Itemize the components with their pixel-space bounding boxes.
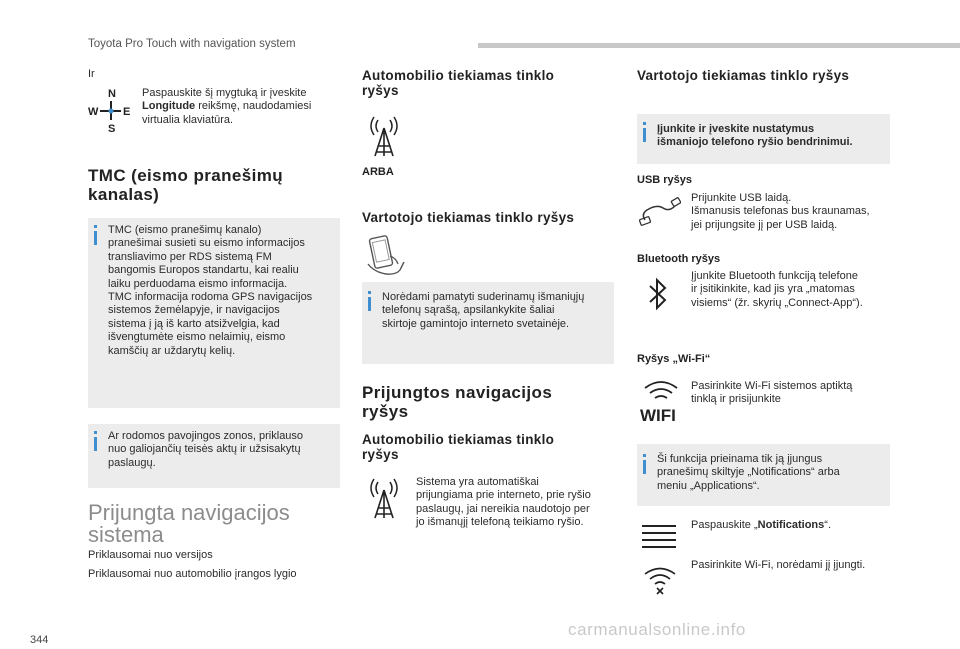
- auto-connection-line: paslaugų, jai nereikia naudotojo per: [416, 502, 590, 515]
- tmc-info-line: pranešimai susieti su eismo informacijos: [108, 237, 305, 250]
- notifications-text-b: “.: [824, 519, 832, 531]
- longitude-line-3: virtualia klaviatūra.: [142, 113, 234, 126]
- tmc-title-line-2: kanalas): [88, 185, 160, 204]
- usb-text: [691, 192, 901, 232]
- usb-line: jei prijungsite jį per USB laidą.: [691, 218, 838, 231]
- bluetooth-line: visiems“ (žr. skyrių „Connect-App“).: [691, 296, 863, 309]
- menu-lines-icon: [640, 522, 678, 552]
- setup-info-box: [637, 114, 890, 164]
- longitude-instructions: [142, 87, 332, 127]
- info-icon: [643, 128, 646, 142]
- tmc-info-line: transliavimo per RDS sistemą FM: [108, 250, 272, 263]
- usb-line: Išmanusis telefonas bus kraunamas,: [691, 205, 870, 218]
- nav-connection-title-line-1: Prijungtos navigacijos: [362, 383, 553, 402]
- wifi-title: Ryšys „Wi-Fi“: [637, 353, 711, 365]
- tmc-title: [88, 166, 283, 204]
- compass-icon: [88, 86, 132, 134]
- vehicle-network-heading-2-line-1: Automobilio tiekiamas tinklo: [362, 432, 555, 447]
- tmc-info-text: [108, 224, 334, 358]
- vehicle-network-heading: [362, 68, 554, 98]
- tmc-title-line-1: TMC (eismo pranešimų: [88, 166, 284, 185]
- tmc-info-line: kamščių ar uždarytų kelių.: [108, 344, 236, 357]
- tmc-info-line: TMC informacija rodoma GPS navigacijos: [108, 291, 313, 304]
- setup-info-text: [657, 123, 884, 150]
- user-info-line: Norėdami pamatyti suderinamų išmaniųjų: [382, 291, 585, 303]
- longitude-bold: Longitude: [142, 100, 196, 113]
- tmc-info-line: išvengtumėte eismo nelaimių, eismo: [108, 331, 286, 344]
- usb-title: USB ryšys: [637, 174, 693, 186]
- bluetooth-title: Bluetooth ryšys: [637, 253, 721, 265]
- wifi-line: tinklą ir prisijunkite: [691, 393, 781, 406]
- zones-info-box: [88, 424, 340, 488]
- dep-version-text: Priklausomai nuo versijos: [88, 549, 213, 561]
- arba-label: ARBA: [362, 166, 394, 178]
- vehicle-network-heading-2: [362, 432, 554, 462]
- tmc-info-box: [88, 218, 340, 408]
- compass-w: W: [88, 106, 99, 118]
- zones-info-line: paslaugų.: [108, 456, 156, 469]
- wifi-icon: [639, 378, 683, 424]
- usb-cable-icon: [639, 194, 681, 228]
- vehicle-network-heading-2-line-2: ryšys: [362, 447, 399, 462]
- longitude-line-2: [142, 100, 332, 113]
- usb-line: Prijunkite USB laidą.: [691, 192, 792, 204]
- nav-connection-title-line-2: ryšys: [362, 402, 409, 421]
- user-info-line: skirtoje gamintojo interneto svetainėje.: [382, 317, 570, 330]
- header-divider-bar: [478, 43, 960, 48]
- antenna-icon: [364, 114, 404, 158]
- tmc-info-line: sistema į ją iš karto atsižvelgia, kad: [108, 317, 280, 330]
- vehicle-network-heading-line-1: Automobilio tiekiamas tinklo: [362, 68, 555, 83]
- connected-nav-title-line-2: sistema: [88, 522, 164, 547]
- bluetooth-line: ir įsitikinkite, kad jis yra „matomas: [691, 283, 855, 296]
- tmc-info-line: TMC (eismo pranešimų kanalo): [108, 224, 262, 236]
- info-icon: [94, 231, 97, 245]
- longitude-line-1: Paspauskite šį mygtuką ir įveskite: [142, 87, 307, 99]
- setup-info-line: Įjunkite ir įveskite nustatymus: [657, 123, 815, 135]
- function-info-box: [637, 444, 890, 506]
- zones-info-line: nuo galiojančių teisės aktų ir užsisakytų: [108, 443, 301, 456]
- function-info-line: pranešimų skiltyje „Notifications“ arba: [657, 466, 840, 479]
- bluetooth-line: Įjunkite Bluetooth funkciją telefone: [691, 270, 858, 282]
- notifications-instruction: [691, 519, 831, 532]
- auto-connection-line: prijungiama prie interneto, prie ryšio: [416, 489, 591, 502]
- function-info-line: Ši funkcija prieinama tik ją įjungus: [657, 453, 823, 465]
- auto-connection-text: [416, 476, 616, 530]
- page-number: 344: [30, 634, 49, 646]
- watermark: carmanualsonline.info: [568, 620, 746, 639]
- user-network-heading-right: Vartotojo tiekiamas tinklo ryšys: [637, 68, 850, 83]
- tmc-info-line: sistemos žemėlapyje, ir navigacijos: [108, 304, 280, 317]
- tmc-info-line: bangomis Europos standartu, kai realiu: [108, 264, 299, 277]
- info-icon: [368, 297, 371, 311]
- page-header-title: Toyota Pro Touch with navigation system: [88, 38, 296, 50]
- info-icon: [94, 437, 97, 451]
- compass-s: S: [108, 123, 116, 134]
- user-info-box: [362, 282, 614, 364]
- compass-e: E: [123, 106, 131, 118]
- user-info-text: [382, 291, 608, 331]
- auto-connection-line: Sistema yra automatiškai: [416, 476, 539, 488]
- connected-nav-title: [88, 502, 290, 546]
- function-info-text: [657, 453, 884, 493]
- dep-equipment-text: Priklausomai nuo automobilio įrangos lygio: [88, 568, 297, 580]
- setup-info-line: išmaniojo telefono ryšio bendrinimui.: [657, 136, 853, 149]
- user-info-line: telefonų sąrašą, apsilankykite šaliai: [382, 304, 555, 317]
- compass-n: N: [108, 88, 116, 100]
- ir-label: Ir: [88, 68, 95, 80]
- zones-info-line: Ar rodomos pavojingos zonos, priklauso: [108, 430, 304, 442]
- notifications-bold: Notifications: [757, 519, 825, 531]
- notifications-text-a: Paspauskite „: [691, 519, 758, 531]
- function-info-line: meniu „Applications“.: [657, 479, 760, 492]
- vehicle-network-heading-line-2: ryšys: [362, 83, 399, 98]
- nav-connection-title: [362, 383, 552, 421]
- wifi-on-instruction: Pasirinkite Wi-Fi, norėdami jį įjungti.: [691, 559, 866, 571]
- connected-nav-title-line-1: Prijungta navigacijos: [88, 500, 290, 525]
- wifi-icon-label: WIFI: [640, 406, 676, 424]
- antenna-icon: [364, 476, 404, 520]
- info-icon: [643, 460, 646, 474]
- tmc-info-line: laiku perduodama eismo informacija.: [108, 277, 288, 290]
- wifi-off-icon: [642, 566, 678, 596]
- bluetooth-text: [691, 270, 901, 310]
- user-network-heading: Vartotojo tiekiamas tinklo ryšys: [362, 210, 575, 225]
- wifi-text: [691, 380, 901, 407]
- zones-info-text: [108, 430, 334, 470]
- auto-connection-line: jo išmanųjį telefoną teikiamo ryšio.: [416, 516, 584, 529]
- wifi-line: Pasirinkite Wi-Fi sistemos aptiktą: [691, 380, 853, 392]
- phone-in-hand-icon: [364, 234, 410, 278]
- bluetooth-icon: [646, 276, 670, 312]
- longitude-line-2-rest: reikšmę, naudodamiesi: [195, 100, 312, 113]
